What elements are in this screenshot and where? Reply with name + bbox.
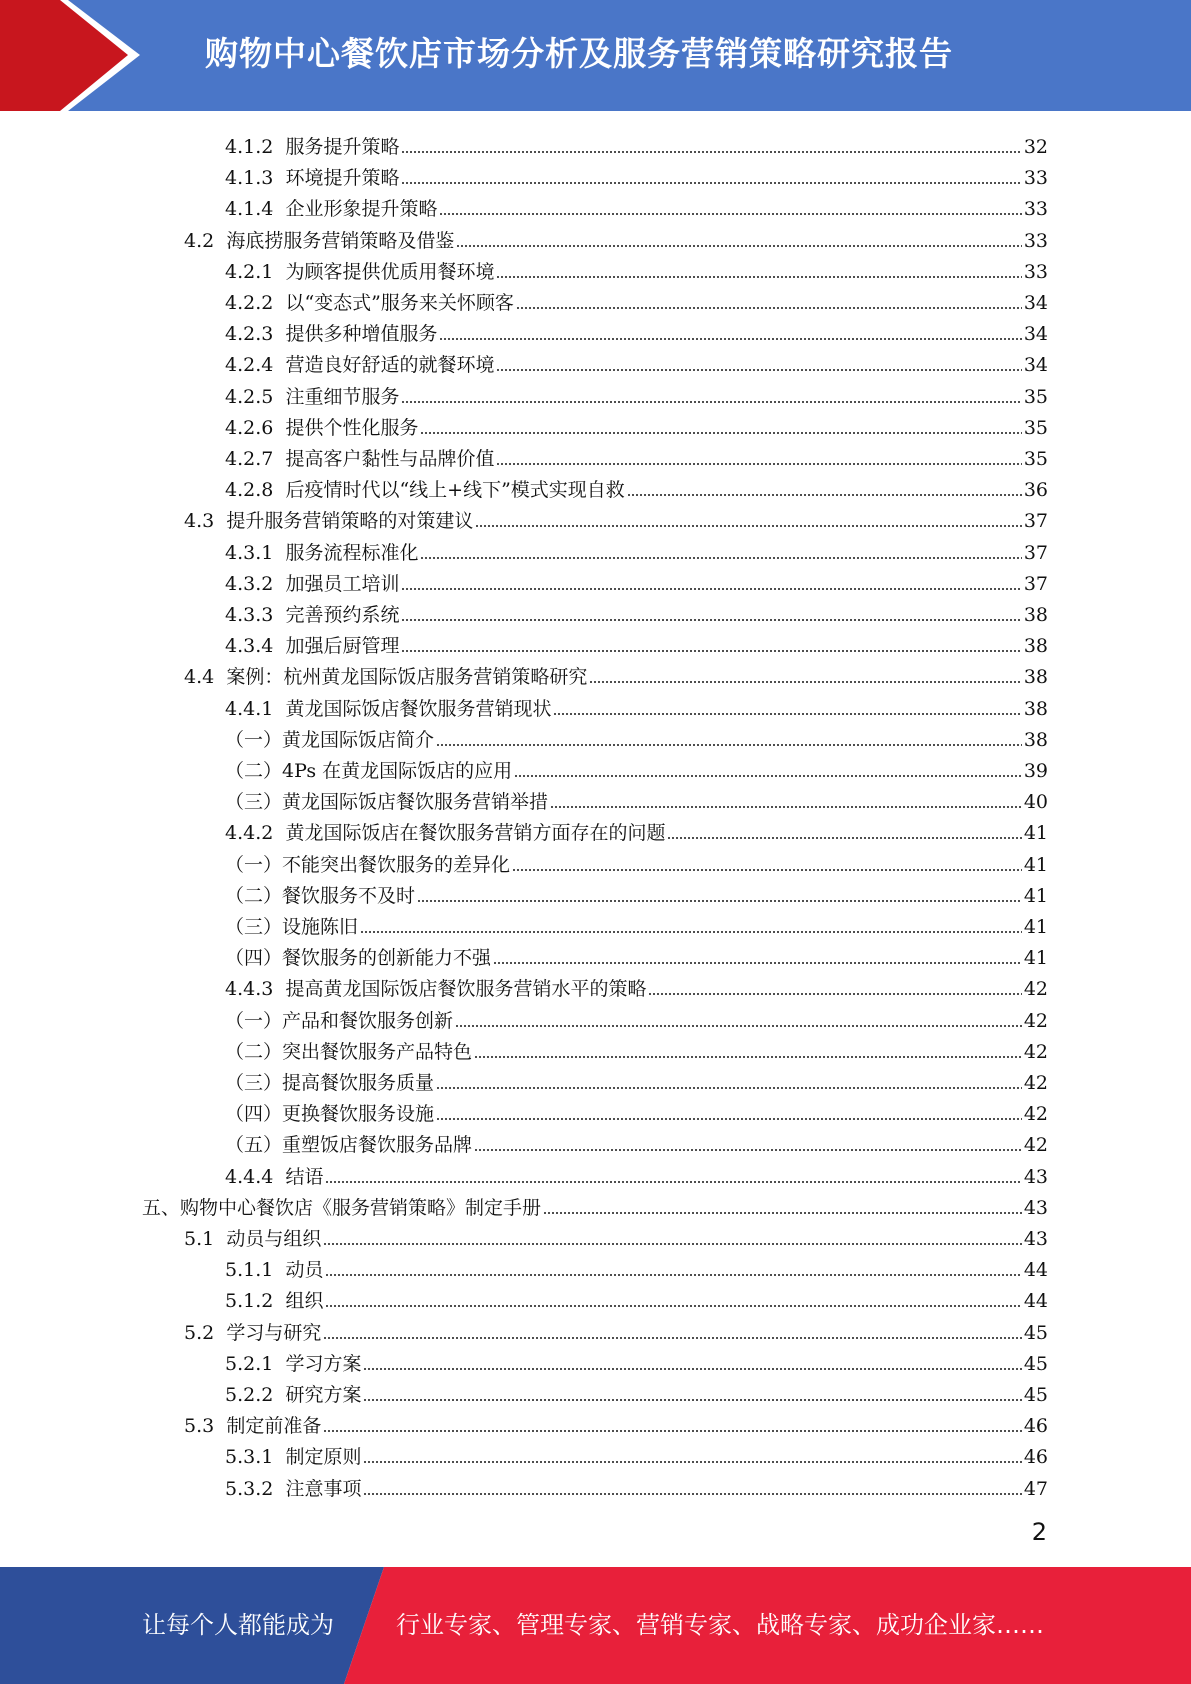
- toc-entry-number: 4.4.1: [225, 697, 274, 720]
- toc-entry-title: [225, 728, 434, 752]
- toc-entry-label: 结语: [285, 1165, 324, 1188]
- toc-entry-number: （三）: [225, 916, 283, 938]
- toc-entry-number: 5.1.1: [225, 1259, 274, 1282]
- toc-entry-page: 42: [1023, 1103, 1048, 1126]
- toc-entry-number: 4.2.1: [225, 260, 274, 283]
- toc-dot-leader: [627, 493, 1022, 497]
- toc-dot-leader: [496, 462, 1021, 466]
- toc-entry-title: [142, 1196, 541, 1220]
- toc-entry[interactable]: [184, 1220, 1048, 1251]
- toc-entry[interactable]: [225, 1376, 1048, 1407]
- toc-entry-number: 4.2.2: [225, 292, 274, 314]
- toc-entry-number: （二）: [225, 760, 283, 782]
- toc-entry-page: 44: [1023, 1259, 1048, 1282]
- toc-entry-label: 学习方案: [285, 1352, 362, 1375]
- toc-entry[interactable]: [225, 440, 1048, 471]
- toc-entry[interactable]: [225, 814, 1048, 845]
- toc-dot-leader: [401, 618, 1021, 622]
- toc-entry-label: 提供个性化服务: [285, 416, 419, 439]
- toc-dot-leader: [325, 1180, 1021, 1184]
- toc-entry-number: 5.3: [184, 1415, 215, 1438]
- toc-entry-number: 5.1.2: [225, 1290, 274, 1313]
- toc-entry-page: 34: [1023, 323, 1048, 346]
- toc-entry-page: 33: [1023, 198, 1048, 221]
- toc-entry[interactable]: [225, 346, 1048, 377]
- toc-entry-label: 餐饮服务的创新能力不强: [282, 947, 492, 970]
- toc-dot-leader: [323, 1429, 1021, 1433]
- toc-dot-leader: [401, 181, 1021, 185]
- toc-entry[interactable]: [225, 1158, 1048, 1189]
- toc-entry-title: [225, 1383, 361, 1407]
- toc-entry[interactable]: [225, 752, 1048, 783]
- toc-entry-page: 43: [1023, 1228, 1048, 1250]
- toc-entry-label: 加强员工培训: [285, 572, 400, 595]
- toc-entry-number: 4.4: [184, 666, 215, 689]
- toc-entry-page: 41: [1023, 853, 1048, 876]
- toc-entry-title: [225, 853, 510, 877]
- toc-entry[interactable]: [225, 1095, 1048, 1126]
- toc-entry-page: 42: [1023, 1134, 1048, 1157]
- toc-entry-label: 黄龙国际饭店在餐饮服务营销方面存在的问题: [285, 822, 666, 845]
- toc-entry-title: [184, 509, 473, 533]
- toc-entry-label: 黄龙国际饭店餐饮服务营销现状: [285, 697, 552, 720]
- toc-dot-leader: [436, 743, 1022, 747]
- toc-entry-title: [225, 197, 437, 221]
- toc-entry[interactable]: [225, 908, 1048, 939]
- toc-entry-title: [225, 1009, 453, 1033]
- toc-entry-label: 制定前准备: [226, 1415, 322, 1438]
- toc-entry-page: 40: [1023, 791, 1048, 814]
- toc-entry[interactable]: [225, 190, 1048, 221]
- toc-entry[interactable]: [225, 1282, 1048, 1313]
- toc-entry-number: 4.1.4: [225, 198, 274, 221]
- toc-entry[interactable]: [225, 315, 1048, 346]
- toc-dot-leader: [325, 1304, 1021, 1308]
- toc-dot-leader: [401, 649, 1021, 653]
- toc-entry-label: 加强后厨管理: [285, 635, 400, 658]
- toc-entry-page: 41: [1023, 822, 1048, 845]
- page-header: [0, 0, 1191, 111]
- toc-entry-label: 黄龙国际饭店简介: [282, 728, 435, 751]
- toc-entry-label: 不能突出餐饮服务的差异化: [282, 853, 511, 876]
- toc-entry[interactable]: [225, 1064, 1048, 1095]
- toc-entry-page: 43: [1023, 1165, 1048, 1188]
- toc-dot-leader: [417, 899, 1022, 903]
- toc-dot-leader: [420, 431, 1021, 435]
- toc-entry-label: 案例：杭州黄龙国际饭店服务营销策略研究: [226, 666, 588, 689]
- toc-entry-title: [225, 541, 418, 565]
- toc-entry[interactable]: [225, 721, 1048, 752]
- arrow-decoration-icon: [0, 0, 160, 111]
- toc-entry-title: [225, 353, 494, 377]
- toc-dot-leader: [512, 868, 1022, 872]
- toc-entry-page: 36: [1023, 479, 1048, 502]
- toc-dot-leader: [516, 306, 1022, 310]
- toc-entry[interactable]: [142, 1189, 1048, 1220]
- toc-entry-number: 4.2: [184, 229, 215, 252]
- toc-dot-leader: [360, 930, 1022, 934]
- toc-entry-number: 4.3.3: [225, 604, 274, 626]
- toc-entry-number: 5.2: [184, 1321, 215, 1344]
- toc-dot-leader: [420, 556, 1021, 560]
- toc-entry[interactable]: [184, 658, 1048, 689]
- toc-entry-page: 43: [1023, 1196, 1048, 1219]
- toc-entry[interactable]: [225, 690, 1048, 721]
- toc-entry-label: 餐饮服务不及时: [282, 884, 416, 907]
- toc-entry[interactable]: [225, 284, 1048, 315]
- toc-entry[interactable]: [225, 783, 1048, 814]
- toc-dot-leader: [401, 150, 1021, 154]
- toc-entry-page: 35: [1023, 385, 1048, 408]
- toc-entry-number: （二）: [225, 1040, 283, 1063]
- toc-dot-leader: [474, 1055, 1022, 1059]
- toc-dot-leader: [455, 1024, 1022, 1028]
- toc-entry[interactable]: [225, 534, 1048, 565]
- toc-entry-page: 33: [1023, 167, 1048, 190]
- header-title: 购物中心餐饮店市场分析及服务营销策略研究报告: [205, 34, 953, 73]
- toc-entry-label: 重塑饭店餐饮服务品牌: [282, 1134, 473, 1157]
- toc-entry-number: 5.2.1: [225, 1352, 274, 1375]
- toc-entry-title: [225, 1477, 361, 1501]
- toc-entry[interactable]: [225, 1251, 1048, 1282]
- toc-entry-number: 4.2.4: [225, 354, 274, 377]
- toc-entry-title: [225, 759, 512, 783]
- toc-entry[interactable]: [225, 1438, 1048, 1469]
- page-number: 2: [1031, 1518, 1047, 1546]
- toc-entry-page: 42: [1023, 1009, 1048, 1032]
- toc-entry-label: 黄龙国际饭店餐饮服务营销举措: [282, 791, 549, 814]
- toc-entry-title: [225, 884, 415, 908]
- toc-entry-number: 4.1.2: [225, 136, 274, 158]
- toc-dot-leader: [323, 1336, 1021, 1340]
- toc-entry[interactable]: [184, 1407, 1048, 1438]
- toc-entry-number: 4.3.1: [225, 541, 274, 564]
- toc-entry-label: 完善预约系统: [285, 604, 400, 626]
- toc-dot-leader: [493, 961, 1022, 965]
- toc-entry-page: 35: [1023, 448, 1048, 470]
- toc-dot-leader: [436, 1086, 1022, 1090]
- toc-entry-number: （四）: [225, 947, 283, 970]
- toc-entry-number: 5.2.2: [225, 1384, 274, 1406]
- toc-entry-number: 4.3.4: [225, 635, 274, 658]
- toc-entry-number: 5.3.1: [225, 1446, 274, 1469]
- toc-dot-leader: [363, 1398, 1021, 1402]
- toc-entry-number: （五）: [225, 1134, 283, 1157]
- toc-entry-title: [184, 1227, 321, 1251]
- toc-dot-leader: [456, 244, 1021, 248]
- toc-entry-label: 提升服务营销策略的对策建议: [226, 510, 474, 533]
- toc-entry-title: [225, 322, 437, 346]
- toc-entry-page: 38: [1023, 666, 1048, 689]
- toc-entry-number: 4.4.2: [225, 822, 274, 845]
- toc-entry[interactable]: [225, 1033, 1048, 1064]
- toc-entry-page: 34: [1023, 292, 1048, 314]
- toc-entry-page: 32: [1023, 136, 1048, 158]
- toc-dot-leader: [543, 1211, 1022, 1215]
- toc-entry-title: [225, 915, 358, 939]
- toc-entry-number: 五、: [142, 1196, 181, 1219]
- toc-dot-leader: [589, 680, 1021, 684]
- toc-entry-label: 研究方案: [285, 1384, 362, 1406]
- toc-entry[interactable]: [225, 627, 1048, 658]
- toc-entry[interactable]: [225, 159, 1048, 190]
- toc-dot-leader: [436, 1117, 1022, 1121]
- toc-entry-title: [225, 1071, 434, 1095]
- toc-entry[interactable]: [225, 253, 1048, 284]
- toc-entry-page: 38: [1023, 604, 1048, 626]
- toc-entry-number: 5.1: [184, 1228, 215, 1250]
- toc-entry-title: [184, 1414, 321, 1438]
- toc-entry-title: [225, 1133, 472, 1157]
- toc-entry-title: [184, 1321, 321, 1345]
- toc-entry-label: 动员: [285, 1259, 324, 1282]
- toc-entry-title: [225, 447, 494, 471]
- toc-entry-page: 46: [1023, 1415, 1048, 1438]
- toc-dot-leader: [439, 337, 1021, 341]
- toc-entry-title: [225, 416, 418, 440]
- toc-entry-page: 37: [1023, 572, 1048, 595]
- toc-dot-leader: [363, 1460, 1021, 1464]
- toc-entry-title: [225, 135, 399, 159]
- toc-entry-number: 4.2.6: [225, 416, 274, 439]
- toc-entry-title: [225, 1352, 361, 1376]
- toc-entry[interactable]: [225, 1126, 1048, 1157]
- toc-entry-number: 5.3.2: [225, 1477, 274, 1500]
- toc-entry-page: 42: [1023, 1072, 1048, 1094]
- toc-entry[interactable]: [225, 1002, 1048, 1033]
- toc-entry-label: 为顾客提供优质用餐环境: [285, 260, 495, 283]
- toc-entry-label: 服务提升策略: [285, 136, 400, 158]
- toc-entry-number: （三）: [225, 1072, 283, 1094]
- page-footer: [0, 1567, 1191, 1684]
- footer-slogan-right: 行业专家、管理专家、营销专家、战略专家、成功企业家……: [396, 1611, 1044, 1639]
- toc-entry-title: [225, 166, 399, 190]
- toc-dot-leader: [514, 774, 1022, 778]
- toc-entry-number: 4.2.3: [225, 323, 274, 346]
- toc-entry-label: 后疫情时代以“线上+线下”模式实现自救: [285, 479, 625, 502]
- toc-entry-page: 41: [1023, 947, 1048, 970]
- toc-entry[interactable]: [184, 1314, 1048, 1345]
- toc-entry-label: 设施陈旧: [282, 916, 359, 938]
- toc-entry-label: 营造良好舒适的就餐环境: [285, 354, 495, 377]
- toc-entry-label: 企业形象提升策略: [285, 198, 438, 221]
- toc-entry[interactable]: [225, 471, 1048, 502]
- toc-entry-label: 提供多种增值服务: [285, 323, 438, 346]
- toc-entry-number: （四）: [225, 1103, 283, 1126]
- toc-entry-title: [225, 1102, 434, 1126]
- toc-entry-title: [184, 665, 587, 689]
- toc-entry-page: 45: [1023, 1384, 1048, 1406]
- toc-entry-page: 41: [1023, 916, 1048, 938]
- toc-entry-number: 4.4.4: [225, 1165, 274, 1188]
- toc-entry-label: 提高黄龙国际饭店餐饮服务营销水平的策略: [285, 978, 647, 1001]
- toc-entry[interactable]: [225, 128, 1048, 159]
- toc-entry-number: （二）: [225, 884, 283, 907]
- toc-entry-number: （三）: [225, 791, 283, 814]
- toc-entry-title: [225, 790, 548, 814]
- toc-entry-number: 4.2.8: [225, 479, 274, 502]
- toc-entry-label: 突出餐饮服务产品特色: [282, 1040, 473, 1063]
- toc-entry-title: [225, 821, 665, 845]
- toc-entry[interactable]: [225, 846, 1048, 877]
- toc-entry-number: （一）: [225, 1009, 283, 1032]
- toc-dot-leader: [667, 836, 1021, 840]
- toc-dot-leader: [439, 212, 1021, 216]
- toc-entry-title: [225, 291, 514, 315]
- toc-entry-label: 以“变态式”服务来关怀顾客: [285, 292, 514, 314]
- toc-entry[interactable]: [225, 1470, 1048, 1501]
- toc-entry-number: 4.2.5: [225, 385, 274, 408]
- toc-entry-label: 环境提升策略: [285, 167, 400, 190]
- toc-dot-leader: [496, 368, 1021, 372]
- toc-entry-page: 38: [1023, 635, 1048, 658]
- toc-entry-title: [225, 977, 646, 1001]
- toc-entry-title: [184, 229, 454, 253]
- toc-dot-leader: [475, 524, 1021, 528]
- toc-entry-label: 制定原则: [285, 1446, 362, 1469]
- toc-entry-title: [225, 946, 491, 970]
- toc-entry-label: 4Ps 在黄龙国际饭店的应用: [282, 760, 513, 782]
- toc-entry-number: 4.3.2: [225, 572, 274, 595]
- toc-entry-page: 42: [1023, 1040, 1048, 1063]
- toc-dot-leader: [474, 1148, 1022, 1152]
- toc-entry-title: [225, 1258, 323, 1282]
- toc-entry[interactable]: [225, 970, 1048, 1001]
- toc-entry-title: [225, 572, 399, 596]
- toc-entry[interactable]: [184, 502, 1048, 533]
- toc-entry-title: [225, 478, 625, 502]
- toc-entry-page: 41: [1023, 884, 1048, 907]
- toc-entry-page: 33: [1023, 260, 1048, 283]
- toc-entry-label: 更换餐饮服务设施: [282, 1103, 435, 1126]
- toc-dot-leader: [401, 587, 1021, 591]
- toc-entry[interactable]: [184, 222, 1048, 253]
- toc-dot-leader: [496, 275, 1021, 279]
- toc-entry-number: 4.3: [184, 510, 215, 533]
- toc-entry-title: [225, 603, 399, 627]
- toc-entry[interactable]: [225, 378, 1048, 409]
- toc-entry[interactable]: [225, 877, 1048, 908]
- toc-entry-title: [225, 1165, 323, 1189]
- toc-entry-title: [225, 634, 399, 658]
- toc-entry-page: 44: [1023, 1290, 1048, 1313]
- toc-entry-number: （一）: [225, 853, 283, 876]
- toc-entry[interactable]: [225, 565, 1048, 596]
- toc-entry-label: 服务流程标准化: [285, 541, 419, 564]
- toc-entry-number: （一）: [225, 728, 283, 751]
- toc-dot-leader: [553, 712, 1021, 716]
- toc-dot-leader: [325, 1273, 1021, 1277]
- toc-entry-page: 37: [1023, 541, 1048, 564]
- toc-entry-number: 4.2.7: [225, 448, 274, 470]
- toc-entry-title: [225, 1289, 323, 1313]
- toc-entry-page: 39: [1023, 760, 1048, 782]
- toc-entry-title: [225, 1040, 472, 1064]
- toc-entry-label: 产品和餐饮服务创新: [282, 1009, 454, 1032]
- toc-entry-number: 4.4.3: [225, 978, 274, 1001]
- toc-entry-page: 46: [1023, 1446, 1048, 1469]
- toc-entry-label: 注重细节服务: [285, 385, 400, 408]
- toc-entry-label: 动员与组织: [226, 1228, 322, 1250]
- toc-entry-page: 47: [1023, 1477, 1048, 1500]
- toc-entry-title: [225, 1445, 361, 1469]
- toc-entry[interactable]: [225, 939, 1048, 970]
- toc-dot-leader: [648, 992, 1021, 996]
- toc-entry[interactable]: [225, 409, 1048, 440]
- toc-entry-page: 33: [1023, 229, 1048, 252]
- toc-entry-title: [225, 697, 551, 721]
- toc-entry-number: 4.1.3: [225, 167, 274, 190]
- toc-dot-leader: [401, 400, 1021, 404]
- toc-entry-page: 45: [1023, 1321, 1048, 1344]
- toc-entry-page: 38: [1023, 697, 1048, 720]
- toc-entry-title: [225, 385, 399, 409]
- toc-entry-label: 提高餐饮服务质量: [282, 1072, 435, 1094]
- toc-dot-leader: [363, 1367, 1021, 1371]
- toc-entry[interactable]: [225, 1345, 1048, 1376]
- toc-entry-label: 购物中心餐饮店《服务营销策略》制定手册: [180, 1196, 542, 1219]
- toc-entry[interactable]: [225, 596, 1048, 627]
- toc-dot-leader: [550, 805, 1022, 809]
- toc-entry-label: 学习与研究: [226, 1321, 322, 1344]
- toc-entry-title: [225, 260, 494, 284]
- toc-entry-label: 提高客户黏性与品牌价值: [285, 448, 495, 470]
- toc-dot-leader: [323, 1242, 1021, 1246]
- toc-entry-label: 组织: [285, 1290, 324, 1313]
- toc-entry-page: 34: [1023, 354, 1048, 377]
- toc-entry-page: 35: [1023, 416, 1048, 439]
- toc-entry-label: 海底捞服务营销策略及借鉴: [226, 229, 455, 252]
- toc-entry-label: 注意事项: [285, 1477, 362, 1500]
- footer-slogan-left: 让每个人都能成为: [142, 1611, 334, 1639]
- toc-entry-page: 45: [1023, 1352, 1048, 1375]
- toc-entry-page: 37: [1023, 510, 1048, 533]
- toc-entry-page: 42: [1023, 978, 1048, 1001]
- toc-entry-page: 38: [1023, 728, 1048, 751]
- toc-dot-leader: [363, 1492, 1021, 1496]
